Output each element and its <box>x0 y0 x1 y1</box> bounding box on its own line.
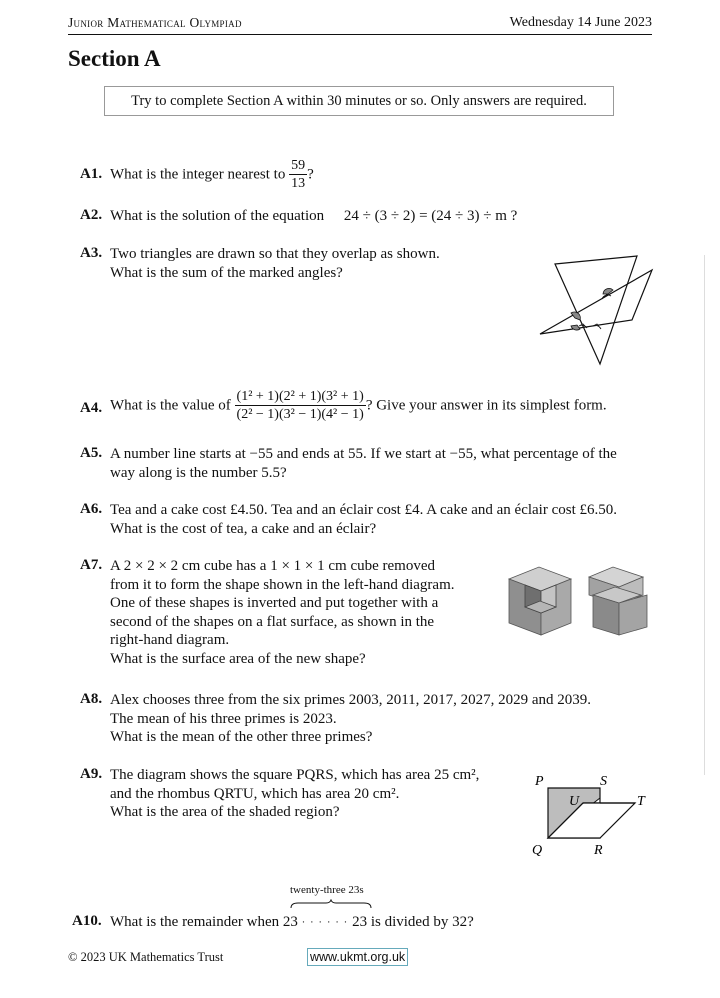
scrollbar[interactable] <box>704 255 713 775</box>
question-number-a3: A3. <box>80 245 103 261</box>
a4-text: What is the value of <box>110 397 231 414</box>
overbrace-path <box>291 900 371 908</box>
question-number-a6: A6. <box>80 501 103 517</box>
question-a1 <box>110 157 314 193</box>
a4-denominator: (2² − 1)(3² − 1)(4² − 1) <box>236 407 364 422</box>
overlapping-triangles-diagram <box>535 246 665 368</box>
a7-line5: right-hand diagram. <box>110 632 230 648</box>
question-a5 <box>110 445 617 482</box>
a10-post: is divided by 32? <box>370 914 474 930</box>
a1-denominator: 13 <box>291 176 306 191</box>
label-t: T <box>637 794 645 809</box>
a4-fraction <box>235 388 366 424</box>
question-number-a8: A8. <box>80 691 103 707</box>
a6-line1: Tea and a cake cost £4.50. Tea and an éclair cost £4. A cake and an éclair cost £6.50. <box>110 502 618 518</box>
label-u: U <box>569 794 580 809</box>
label-p: P <box>535 774 544 789</box>
question-number-a1: A1. <box>80 166 103 182</box>
triangle-one <box>555 256 637 364</box>
square-rhombus-diagram <box>528 770 653 860</box>
label-s: S <box>600 774 607 789</box>
question-number-a7: A7. <box>80 557 103 573</box>
a10-pre: What is the remainder when <box>110 914 280 930</box>
label-r: R <box>594 843 603 858</box>
copyright: © 2023 UK Mathematics Trust <box>68 950 224 964</box>
question-number-a9: A9. <box>80 766 103 782</box>
a5-line2: way along is the number 5.5? <box>110 464 287 481</box>
a10-brace-label: twenty-three 23s <box>290 884 364 896</box>
a7-line6: What is the surface area of the new shape? <box>110 650 366 667</box>
cube-removed-diagram <box>505 565 577 637</box>
a1-fraction <box>289 157 307 193</box>
combined-shapes-diagram <box>585 565 651 637</box>
question-number-a4: A4. <box>80 400 103 416</box>
a8-line3: What is the mean of the other three primes? <box>110 729 373 745</box>
header-rule <box>68 34 652 35</box>
a3-line1: Two triangles are drawn so that they overlap as shown. <box>110 246 440 262</box>
a8-line1: Alex chooses three from the six primes 2003, 2011, 2017, 2027, 2029 and 2039. <box>110 692 592 708</box>
a4-end: ? Give your answer in its simplest form. <box>365 397 607 414</box>
question-a9 <box>110 766 479 822</box>
a5-line1: A number line starts at −55 and ends at 55. If we start at −55, what percentage of the <box>110 446 617 462</box>
question-a2 <box>110 207 517 226</box>
question-a6 <box>110 501 617 538</box>
exam-title: Junior Mathematical Olympiad <box>68 15 242 30</box>
a7-line3: One of these shapes is inverted and put together with a <box>110 595 439 611</box>
a9-line1: The diagram shows the square PQRS, which has area 25 cm², <box>110 767 480 783</box>
instruction-box: Try to complete Section A within 30 minutes or so. Only answers are required. <box>104 86 614 116</box>
a10-start-digits: 23 <box>282 914 298 930</box>
overbrace <box>290 899 372 909</box>
ukmt-link[interactable]: www.ukmt.org.uk <box>307 948 408 966</box>
question-a4 <box>110 388 607 424</box>
a7-line1: A 2 × 2 × 2 cm cube has a 1 × 1 × 1 cm cube removed <box>110 558 436 574</box>
label-q: Q <box>532 843 543 858</box>
question-a3 <box>110 245 440 282</box>
a3-line2: What is the sum of the marked angles? <box>110 264 343 281</box>
question-number-a2: A2. <box>80 207 103 223</box>
exam-date: Wednesday 14 June 2023 <box>509 15 652 30</box>
a2-equation: 24 ÷ (3 ÷ 2) = (24 ÷ 3) ÷ m ? <box>343 208 518 224</box>
question-a8 <box>110 691 591 747</box>
a7-line2: from it to form the shape shown in the left-hand diagram. <box>110 576 455 593</box>
a4-numerator: (1² + 1)(2² + 1)(3² + 1) <box>236 389 364 404</box>
a9-line2: and the rhombus QRTU, which has area 20 cm². <box>110 785 400 802</box>
a2-text: What is the solution of the equation <box>110 208 325 224</box>
a6-line2: What is the cost of tea, a cake and an éclair? <box>110 520 377 537</box>
a9-line3: What is the area of the shaded region? <box>110 804 340 820</box>
a8-line2: The mean of his three primes is 2023. <box>110 710 337 727</box>
question-a10 <box>110 913 474 932</box>
section-title: Section A <box>68 46 161 71</box>
a1-end: ? <box>307 166 314 183</box>
a1-text: What is the integer nearest to <box>110 166 286 183</box>
a1-numerator: 59 <box>291 158 306 173</box>
a10-end-digits: 23 <box>352 914 368 930</box>
question-number-a10: A10. <box>72 913 102 929</box>
question-a7 <box>110 557 472 668</box>
a10-dots: · · · · · · <box>301 916 349 929</box>
question-number-a5: A5. <box>80 445 103 461</box>
a7-line4: second of the shapes on a flat surface, as shown in the <box>110 613 435 630</box>
